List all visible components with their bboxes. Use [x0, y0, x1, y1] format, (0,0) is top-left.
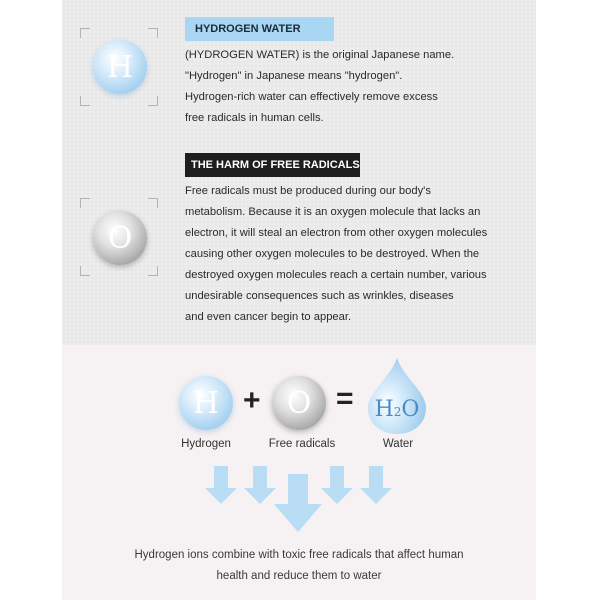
- description-line: and even cancer begin to appear.: [185, 311, 352, 323]
- hydrogen-water-label: HYDROGEN WATER: [185, 17, 334, 41]
- description-line: undesirable consequences such as wrinkles, diseases: [185, 290, 454, 302]
- free-radicals-caption: Free radicals: [268, 438, 336, 450]
- hydrogen-caption: Hydrogen: [181, 438, 231, 450]
- hydrogen-orb-symbol: H: [106, 49, 134, 85]
- description-line: (HYDROGEN WATER) is the original Japanese name.: [185, 49, 455, 61]
- arrow-down-icon: [244, 466, 276, 504]
- equation-hydrogen-symbol: H: [192, 385, 220, 421]
- oxygen-orb-icon: [93, 211, 147, 265]
- equals-sign: =: [336, 382, 354, 415]
- description-line: Hydrogen-rich water can effectively remove excess: [185, 91, 438, 103]
- summary-line: Hydrogen ions combine with toxic free radicals that affect human: [134, 549, 464, 561]
- arrow-down-icon: [274, 474, 322, 532]
- description-line: electron, it will steal an electron from other oxygen molecules: [185, 227, 488, 239]
- description-line: free radicals in human cells.: [185, 112, 324, 124]
- plus-sign: +: [243, 384, 261, 417]
- water-formula-o: O: [401, 397, 420, 422]
- equation-oxygen-orb-icon: [272, 376, 326, 430]
- free-radicals-description: [185, 181, 487, 328]
- water-caption: Water: [382, 438, 414, 450]
- water-formula-h: H: [374, 397, 394, 422]
- arrow-down-icon: [205, 466, 237, 504]
- water-formula-subscript: 2: [393, 405, 402, 419]
- description-line: "Hydrogen" in Japanese means "hydrogen".: [185, 70, 403, 82]
- description-line: destroyed oxygen molecules reach a certain number, various: [185, 269, 487, 281]
- oxygen-orb-symbol: O: [107, 220, 133, 256]
- water-formula: [372, 397, 422, 425]
- hydrogen-orb-icon: [93, 40, 147, 94]
- free-radicals-label: THE HARM OF FREE RADICALS: [185, 153, 360, 177]
- arrow-down-icon: [321, 466, 353, 504]
- summary-line: health and reduce them to water: [216, 570, 382, 582]
- reaction-summary: [62, 545, 536, 587]
- equation-oxygen-symbol: O: [286, 385, 312, 421]
- equation-hydrogen-orb-icon: [179, 376, 233, 430]
- hydrogen-water-description: [185, 45, 454, 129]
- description-line: Free radicals must be produced during our body's: [185, 185, 431, 197]
- reaction-arrows: [0, 460, 600, 540]
- description-line: causing other oxygen molecules to be destroyed. When the: [185, 248, 480, 260]
- description-line: metabolism. Because it is an oxygen molecule that lacks an: [185, 206, 481, 218]
- arrow-down-icon: [360, 466, 392, 504]
